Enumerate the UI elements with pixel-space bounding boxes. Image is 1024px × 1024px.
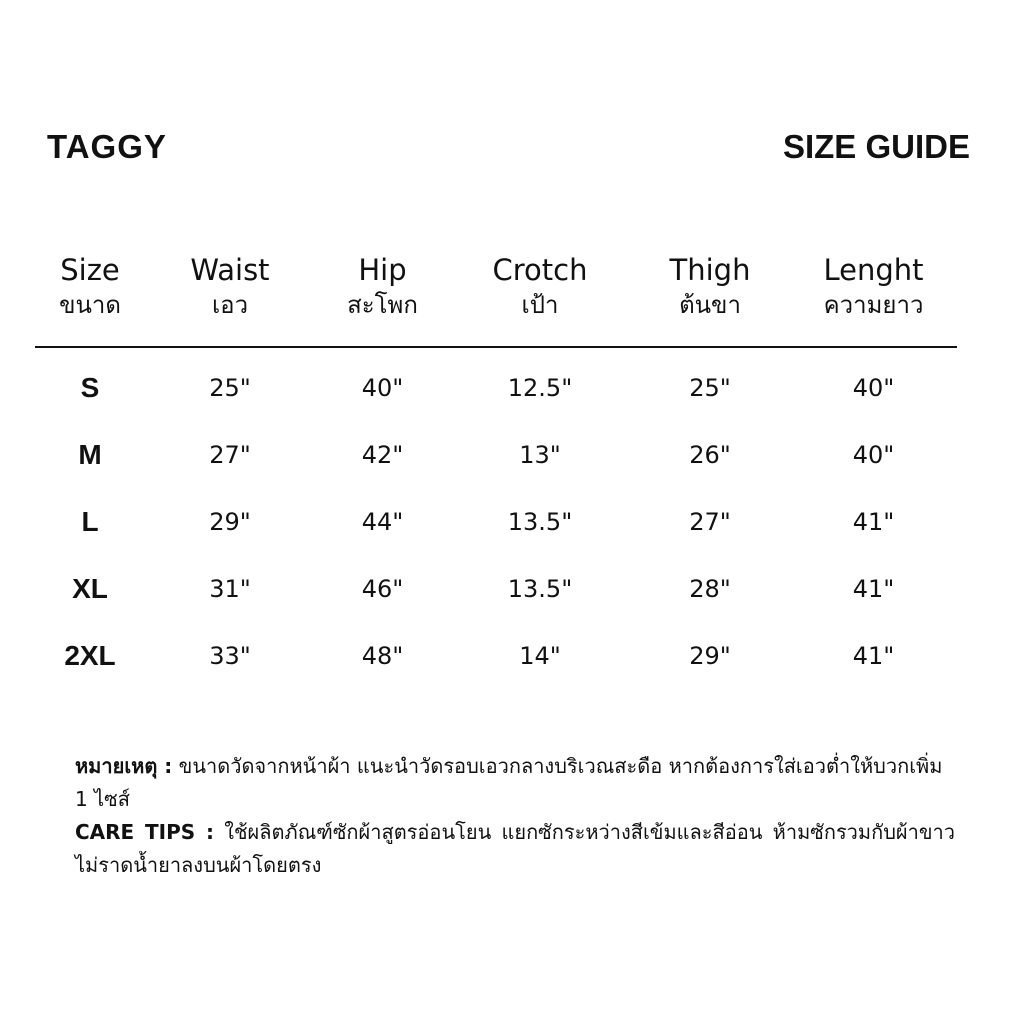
table-row xyxy=(35,421,957,488)
column-header-label: Waist xyxy=(190,253,270,287)
page-title: SIZE GUIDE xyxy=(782,128,970,165)
length-cell: 40" xyxy=(852,373,895,402)
waist-cell: 27" xyxy=(209,440,251,469)
remark-note xyxy=(75,750,955,816)
table-body xyxy=(35,348,957,689)
column-header-size xyxy=(35,252,145,346)
column-header-hip xyxy=(315,252,450,346)
table-row xyxy=(35,555,957,622)
table-row xyxy=(35,354,957,421)
crotch-cell: 13" xyxy=(519,440,561,469)
thigh-cell: 28" xyxy=(689,574,731,603)
column-header-length xyxy=(790,252,957,346)
table-row xyxy=(35,622,957,689)
column-header-crotch xyxy=(450,252,630,346)
column-header-thai-label: ขนาด xyxy=(59,291,121,319)
care-tips-text: ใช้ผลิตภัณฑ์ซักผ้าสูตรอ่อนโยน แยกซักระหว่างสีเข้มและสีอ่อน ห้ามซักรวมกับผ้าขาว ไม่ราดน้ำยาลงบนผ้าโดยตรง xyxy=(75,820,955,877)
column-header-thai-label: ต้นขา xyxy=(679,291,741,319)
table-header-row xyxy=(35,252,957,348)
column-header-thai-label: เอว xyxy=(211,291,249,319)
waist-cell: 25" xyxy=(209,373,251,402)
column-header-label: Thigh xyxy=(669,253,751,287)
size-cell: M xyxy=(78,438,102,470)
column-header-label: Hip xyxy=(358,253,407,287)
length-cell: 40" xyxy=(852,440,895,469)
size-cell: S xyxy=(80,371,100,403)
remark-text: ขนาดวัดจากหน้าผ้า แนะนำวัดรอบเอวกลางบริเวณสะดือ หากต้องการใส่เอวต่ำให้บวกเพิ่ม 1 ไซส์ xyxy=(75,754,943,811)
length-cell: 41" xyxy=(852,641,895,670)
column-header-waist xyxy=(145,252,315,346)
waist-cell: 31" xyxy=(209,574,251,603)
care-tips-label: CARE TIPS : xyxy=(75,820,214,844)
remark-label: หมายเหตุ : xyxy=(75,754,173,778)
size-cell: L xyxy=(81,505,99,537)
length-cell: 41" xyxy=(852,507,895,536)
waist-cell: 29" xyxy=(209,507,251,536)
table-row xyxy=(35,488,957,555)
crotch-cell: 14" xyxy=(519,641,561,670)
hip-cell: 40" xyxy=(361,373,404,402)
length-cell: 41" xyxy=(852,574,895,603)
care-tips-note xyxy=(75,816,955,882)
notes-section xyxy=(75,750,955,882)
hip-cell: 46" xyxy=(361,574,404,603)
size-cell: 2XL xyxy=(64,639,116,671)
hip-cell: 44" xyxy=(361,507,404,536)
column-header-thai-label: สะโพก xyxy=(347,291,418,319)
thigh-cell: 27" xyxy=(689,507,731,536)
column-header-label: Crotch xyxy=(492,253,588,287)
hip-cell: 48" xyxy=(361,641,404,670)
column-header-thai-label: ความยาว xyxy=(823,291,924,319)
column-header-thai-label: เป้า xyxy=(521,291,559,319)
thigh-cell: 29" xyxy=(689,641,731,670)
hip-cell: 42" xyxy=(361,440,404,469)
column-header-label: Size xyxy=(60,253,120,287)
thigh-cell: 25" xyxy=(689,373,731,402)
column-header-label: Lenght xyxy=(823,253,924,287)
crotch-cell: 12.5" xyxy=(507,373,573,402)
size-table xyxy=(35,252,957,689)
brand-name: TAGGY xyxy=(47,128,167,165)
crotch-cell: 13.5" xyxy=(507,574,573,603)
column-header-thigh xyxy=(630,252,790,346)
crotch-cell: 13.5" xyxy=(507,507,573,536)
thigh-cell: 26" xyxy=(689,440,731,469)
waist-cell: 33" xyxy=(209,641,251,670)
size-cell: XL xyxy=(72,572,108,604)
